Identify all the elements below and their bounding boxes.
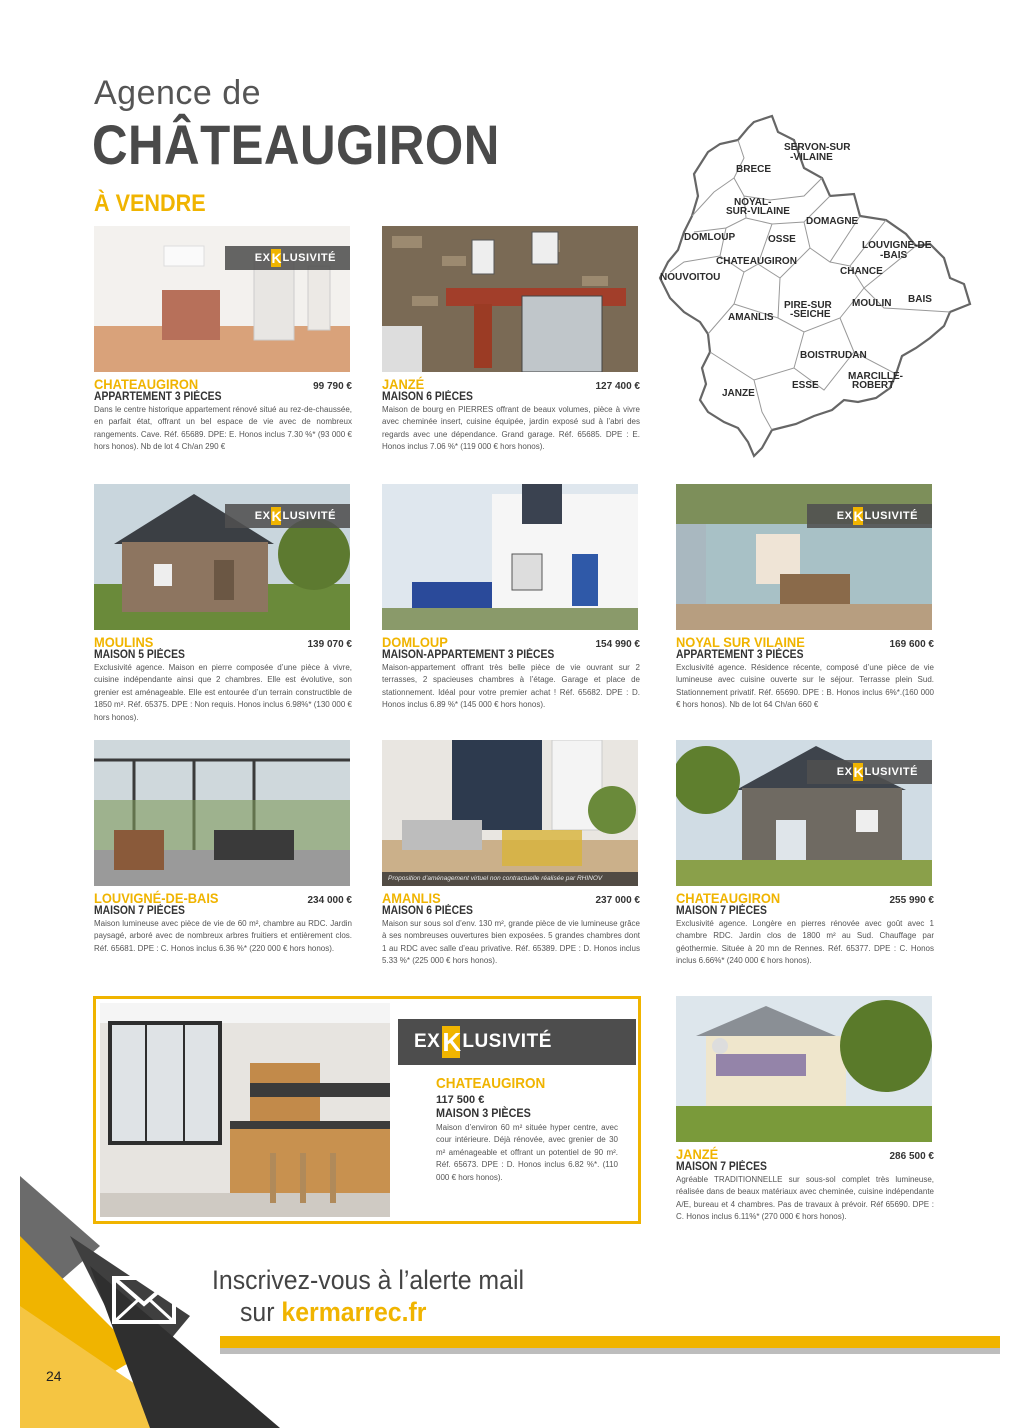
map-label: BRECE <box>736 164 772 175</box>
footer-bar-shadow <box>220 1348 1000 1354</box>
map-label: MOULIN <box>852 298 892 309</box>
map-label: CHANCE <box>840 266 883 277</box>
virtual-staging-note: Proposition d’aménagement virtuel non contractuelle réalisée par RHINOV <box>382 872 638 886</box>
listing-description: Maison de bourg en PIERRES offrant de beaux volumes, pièce à vivre avec cheminée insert, cuisine équipée, jardin exposé sud à l’abri des regards avec une dépendance. Grand garage. Réf. 65685. DPE : E. Honos inclus 7.06 %* (119 000 € hors honos). <box>382 405 640 452</box>
map-label: BOISTRUDAN <box>800 350 867 361</box>
exclusivity-badge: EX K LUSIVITÉ <box>807 504 932 528</box>
listing-price: 234 000 € <box>307 895 352 906</box>
map-label: OSSE <box>768 234 796 245</box>
listing-card[interactable] <box>382 226 640 454</box>
listing-photo <box>94 740 350 886</box>
listing-photo <box>676 484 932 630</box>
mail-alert-text: Inscrivez-vous à l’alerte mail <box>212 1265 524 1295</box>
exclusivity-badge: EX K LUSIVITÉ <box>398 1019 636 1065</box>
listing-type: APPARTEMENT 3 PIÈCES <box>676 649 804 661</box>
map-label: ESSE <box>792 380 819 391</box>
listing-description: Exclusivité agence. Maison en pierre composée d’une pièce à vivre, cuisine indépendante ainsi que 2 chambres. Elle est évolutive, son grenier est aménageable. Elle est entourée d’un terrain constructible de 1850 m². Réf. 65375. DPE : Non requis. Honos inclus 6.98%* (130 000 € hors honos). <box>94 663 352 722</box>
featured-price: 117 500 € <box>436 1094 485 1106</box>
map-label: SUR-VILAINE <box>726 206 790 217</box>
map-label: JANZE <box>722 388 755 399</box>
listing-photo <box>676 740 932 886</box>
footer-bar <box>220 1336 1000 1348</box>
featured-description: Maison d’environ 60 m² située hyper centre, avec cour intérieure. Déjà rénovée, avec grenier de 30 m² aménageable et offrant un potentiel de 90 m². Réf. 65673. DPE : D. Honos inclus 6.82 %*. (110 000 € hors honos). <box>436 1123 618 1182</box>
map-label: DOMAGNE <box>806 216 859 227</box>
map-label: SERVON-SUR <box>784 142 851 153</box>
listing-type: MAISON 7 PIÈCES <box>94 905 185 917</box>
listing-photo <box>94 484 350 630</box>
page-title: CHÂTEAUGIRON <box>92 113 500 176</box>
page-number: 24 <box>46 1368 62 1384</box>
map-label: AMANLIS <box>728 312 774 323</box>
listing-card[interactable] <box>382 484 640 712</box>
listing-type: MAISON 7 PIÈCES <box>676 905 767 917</box>
map-label: -VILAINE <box>790 152 833 163</box>
listing-description: Maison-appartement offrant très belle pièce de vie ouvrant sur 2 terrasses, 2 spacieuses chambres à l’étage. Garage et place de stationnement. Idéal pour votre premier achat ! Réf. 65682. DPE : D. Honos inclus 6.89 %* (145 000 € hors honos). <box>382 663 640 710</box>
listing-type: MAISON 7 PIÈCES <box>676 1161 767 1173</box>
featured-type: MAISON 3 PIÈCES <box>436 1106 531 1120</box>
listing-city: DOMLOUP <box>382 634 448 650</box>
listing-card[interactable] <box>94 740 352 955</box>
mail-alert-prefix: sur <box>240 1297 282 1327</box>
map-label: -SEICHE <box>790 309 831 320</box>
agency-heading: Agence de <box>94 74 262 112</box>
map-label: NOUVOITOU <box>660 272 721 283</box>
exclusivity-badge: EX K LUSIVITÉ <box>225 504 350 528</box>
listing-type: MAISON-APPARTEMENT 3 PIÈCES <box>382 649 555 661</box>
listing-price: 99 790 € <box>313 381 352 392</box>
listing-type: MAISON 6 PIÈCES <box>382 905 473 917</box>
listing-price: 255 990 € <box>889 895 934 906</box>
listing-card[interactable] <box>382 740 640 968</box>
listing-photo <box>382 484 638 630</box>
listing-description: Agréable TRADITIONNELLE sur sous-sol complet très lumineuse, réalisée dans de beaux matériaux avec cheminée, cuisine indépendante A/E, bureau et 4 chambres. Pas de travaux à prévoir. Réf 65690. DPE : C. Honos inclus 6.11%* (270 000 € hors honos). <box>676 1175 934 1222</box>
section-title: À VENDRE <box>94 190 206 217</box>
listing-type: MAISON 5 PIÈCES <box>94 649 185 661</box>
listing-city: MOULINS <box>94 634 154 650</box>
map-label: PIRE-SUR <box>784 300 832 311</box>
map-label: ROBERT <box>852 380 895 391</box>
listing-description: Exclusivité agence. Résidence récente, composé d’une pièce de vie lumineuse avec cuisine ouverte sur le séjour. Terrasse plein Sud. Stationnement privatif. Réf. 65690. DPE : B. Honos inclus 6%*.(160 000 € hors honos). Nb de lot 64 Ch/an 660 € <box>676 663 934 710</box>
listing-city: LOUVIGNÉ-DE-BAIS <box>94 890 219 906</box>
map-label: DOMLOUP <box>684 232 736 243</box>
mail-alert-website <box>240 1297 426 1328</box>
mail-icon <box>112 1276 176 1324</box>
listing-city: JANZÉ <box>676 1146 719 1162</box>
listing-photo <box>382 740 638 886</box>
featured-city: CHATEAUGIRON <box>436 1075 546 1092</box>
listing-description: Maison sur sous sol d’env. 130 m², grande pièce de vie lumineuse grâce à ses nombreuses ouvertures bien exposées. 5 grandes chambres dont 1 au RDC avec salle d’eau privative. Réf. 65389. DPE : D. Honos inclus 5.33 %* (225 000 € hors honos). <box>382 919 640 966</box>
listing-price: 154 990 € <box>595 639 640 650</box>
listing-card[interactable] <box>676 740 934 968</box>
listing-city: CHATEAUGIRON <box>676 890 781 906</box>
listing-photo <box>94 226 350 372</box>
exclusivity-badge: EX K LUSIVITÉ <box>807 760 932 784</box>
listing-description: Exclusivité agence. Longère en pierres rénovée avec goût avec 1 chambre RDC. Jardin clos de 1800 m² au Sud. Chauffage par géothermie. Située à 20 mn de Rennes. Réf. 65377. DPE : C. Honos inclus 6.66%* (240 000 € hors honos). <box>676 919 934 966</box>
listing-photo <box>676 996 932 1142</box>
listing-price: 127 400 € <box>595 381 640 392</box>
listing-card[interactable] <box>94 484 352 724</box>
listing-card[interactable] <box>676 484 934 712</box>
listing-city: AMANLIS <box>382 890 441 906</box>
listing-price: 237 000 € <box>595 895 640 906</box>
listing-description: Dans le centre historique appartement rénové situé au rez-de-chaussée, en parfait état, offrant un bel espace de vie avec de nombreux rangements. Cave. Réf. 65689. DPE: E. Honos inclus 7.30 %* (93 000 € hors honos). Nb de lot 4 Ch/an 290 € <box>94 405 352 452</box>
listing-city: JANZÉ <box>382 376 425 392</box>
listing-card[interactable] <box>94 226 352 454</box>
listing-city: NOYAL SUR VILAINE <box>676 634 805 650</box>
listing-price: 286 500 € <box>889 1151 934 1162</box>
map-label: BAIS <box>908 294 932 305</box>
map-label: MARCILLE- <box>848 371 903 382</box>
exclusivity-badge: EX K LUSIVITÉ <box>225 246 350 270</box>
map-label: CHATEAUGIRON <box>716 256 797 267</box>
listing-photo <box>382 226 638 372</box>
listing-description: Maison lumineuse avec pièce de vie de 60 m², chambre au RDC. Jardin paysagé, arboré avec de nombreux arbres fruitiers et entièrement clos. Réf. 65681. DPE : C. Honos inclus 6.36 %* (220 000 € hors honos). <box>94 919 352 953</box>
listing-type: APPARTEMENT 3 PIÈCES <box>94 391 222 403</box>
map-label: LOUVIGNE-DE <box>862 240 932 251</box>
listing-city: CHATEAUGIRON <box>94 376 199 392</box>
listing-price: 139 070 € <box>307 639 352 650</box>
listing-type: MAISON 6 PIÈCES <box>382 391 473 403</box>
area-map <box>654 112 974 460</box>
listing-card[interactable] <box>676 996 934 1224</box>
listing-price: 169 600 € <box>889 639 934 650</box>
map-label: -BAIS <box>880 250 908 261</box>
map-label: NOYAL- <box>734 197 772 208</box>
website-link[interactable]: kermarrec.fr <box>281 1297 427 1327</box>
